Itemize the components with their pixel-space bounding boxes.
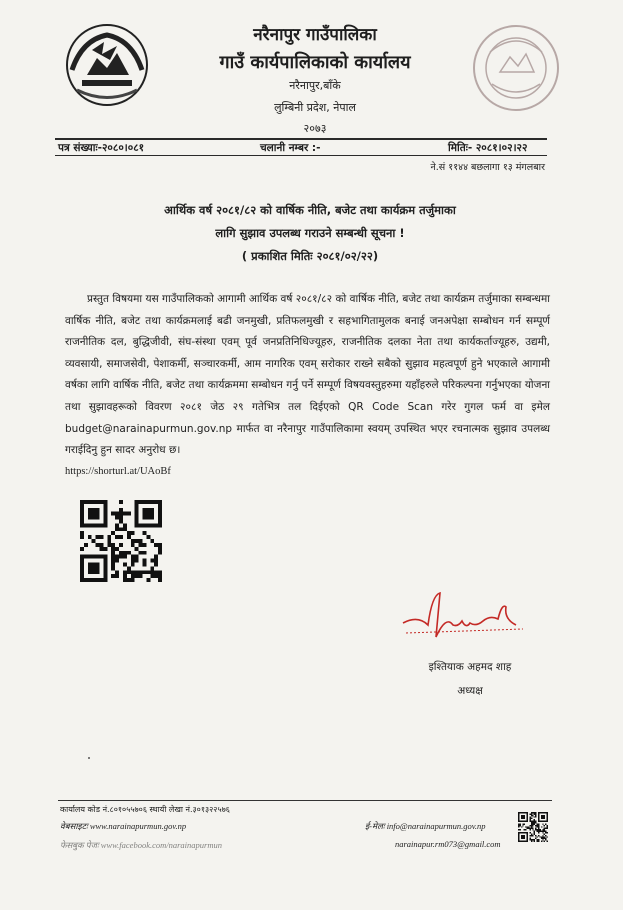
dispatch-no: चलानी नम्बर :- <box>260 142 321 154</box>
office-address: नरैनापुर,बाँके <box>289 79 341 92</box>
header-rule <box>55 138 547 140</box>
signatory-name: इश्तियाक अहमद शाह <box>428 661 512 673</box>
stray-dot <box>88 757 90 759</box>
letter-date: मितिः- २०८१।०२।२२ <box>448 142 528 154</box>
office-province: लुम्बिनी प्रदेश, नेपाल <box>274 101 356 114</box>
subject-line-3: ( प्रकाशित मितिः २०८१/०२/२२) <box>241 249 379 263</box>
form-url-link[interactable]: https://shorturl.at/UAoBf <box>65 466 171 477</box>
footer-rule <box>58 800 552 801</box>
email-link-2[interactable]: narainapur.rm073@gmail.com <box>395 839 501 849</box>
subject-line-1: आर्थिक वर्ष २०८१/८२ को वार्षिक नीति, बजेट तथा कार्यक्रम तर्जुमाका <box>164 203 456 217</box>
body-paragraph <box>65 289 550 462</box>
nepal-emblem-icon <box>62 20 152 110</box>
subject-line-2: लागि सुझाव उपलब्ध गराउने सम्बन्धी सूचना ! <box>215 226 405 240</box>
signatory-designation: अध्यक्ष <box>457 685 483 697</box>
website-link[interactable]: वेबसाइटः www.narainapurmun.gov.np <box>60 821 187 831</box>
body-text: प्रस्तुत विषयमा यस गाउँपालिकको आगामी आर्थिक वर्ष २०८१/८२ को वार्षिक नीति, बजेट तथा कार्यक्रम तर्जुमाका सम्बन्धमा वार्षिक नीति, बजेट तथा कार्यक्रमलाई बढी जनमुखी, प्रतिफलमुखी र सहभागितामुलक बनाई जनअपेक्षा सम्बोधन गर्न सम्पूर्ण राजनीतिक दल, बुद्धिजीवी, संघ-संस्था एवम् पूर्व जनप्रतिनिधिज्यूहरु, राजनीतिक दलका नेता तथा कार्यकर्ताज्यूहरु, उद्यमी, व्यवसायी, समाजसेवी, पेशाकर्मी, सञ्चारकर्मी, आम नागरिक एवम् सरोकार राख्ने सबैको सुझाव महत्वपूर्ण हुने भएकाले आगामी वर्षका लागि वार्षिक नीति, बजेट तथा कार्यक्रममा सम्बोधन गर्नु पर्ने सम्पूर्ण विषयवस्तुहरुमा यहाँहरुले परिकल्पना गर्नुभएका योजना तथा सुझावहरूको विवरण २०८१ जेठ २९ गतेभित्र तल दिईएको QR Code Scan गरेर गुगल फर्म वा इमेल budget@narainapurmun.gov.np मार्फत वा नरैनापुर गाउँपालिकामा स्वयम् उपस्थित भएर रचनात्मक सुझाव उपलब्ध गराईदिनु हुन सादर अनुरोध छ। <box>65 293 550 457</box>
signature-icon <box>398 585 528 645</box>
nepal-samvat-date: ने.सं ११४४ बछलागा १३ मंगलबार <box>430 162 545 173</box>
office-seal-icon <box>470 22 562 114</box>
letter-ref-no: पत्र संख्याः-२०८०।०८१ <box>58 142 145 154</box>
qr-code-icon[interactable] <box>80 500 162 582</box>
footer-qr-icon[interactable] <box>518 812 548 842</box>
office-name: गाउँ कार्यपालिकाको कार्यालय <box>219 52 411 73</box>
meta-rule <box>55 155 547 156</box>
established-year: २०७३ <box>303 122 327 135</box>
office-code: कार्यालय कोड नं.८०१०५५७०६ स्थायी लेखा नं.३०१३२२५७६ <box>60 805 230 814</box>
email-link[interactable]: ई-मेलः info@narainapurmun.gov.np <box>365 821 486 831</box>
municipality-name: नरैनापुर गाउँपालिका <box>253 25 377 45</box>
facebook-link[interactable]: फेसबुक पेजः www.facebook.com/narainapurmun <box>60 840 222 850</box>
